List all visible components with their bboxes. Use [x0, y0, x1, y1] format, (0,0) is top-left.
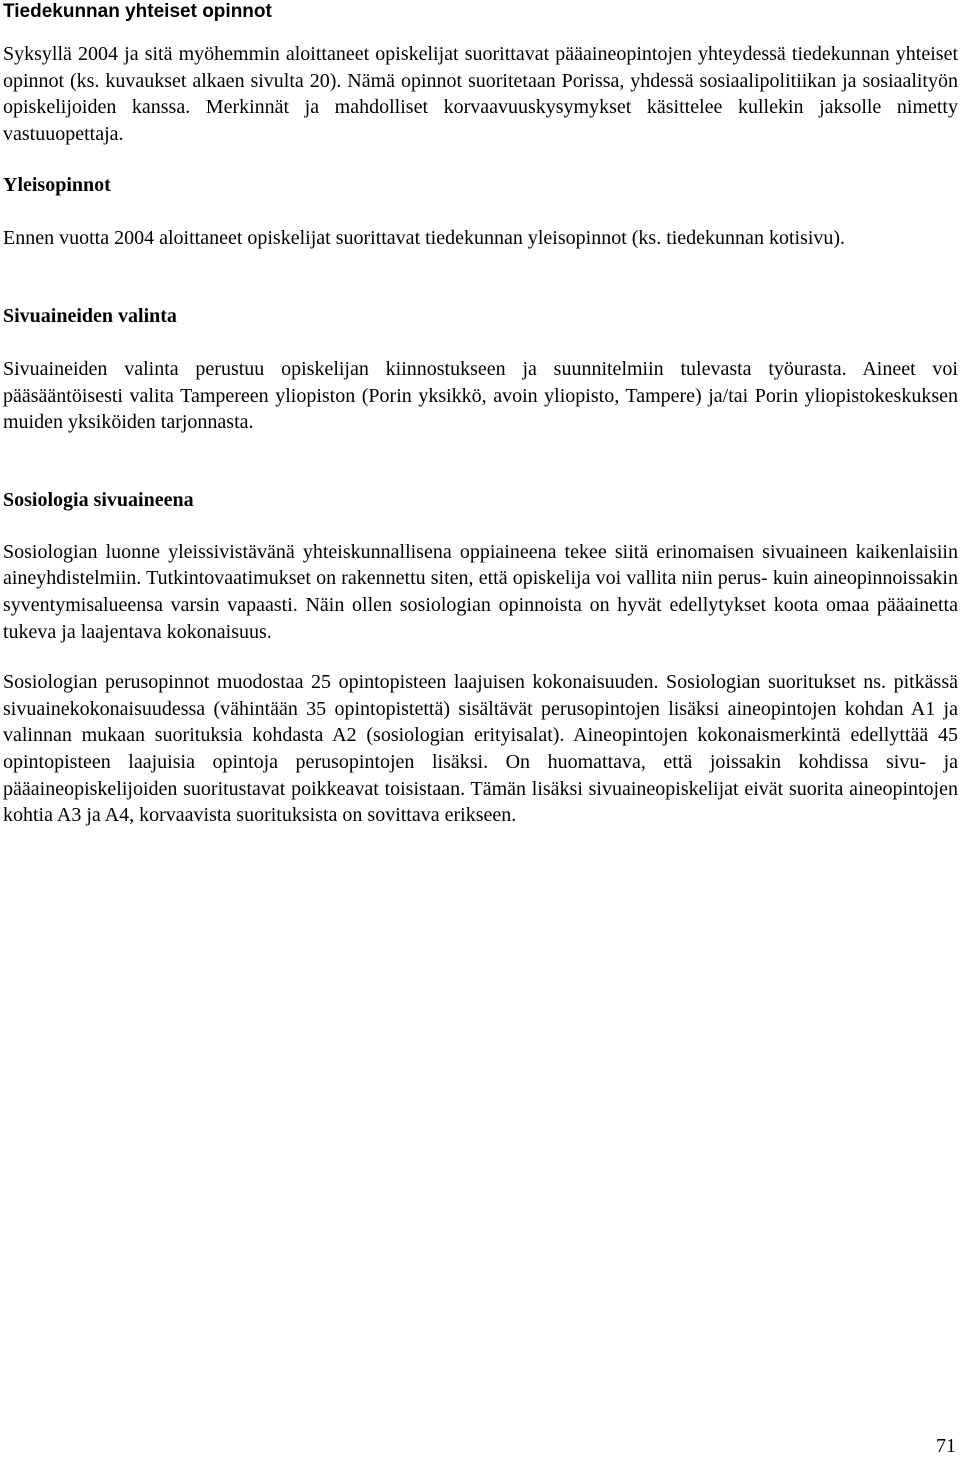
section-heading-sosiologia-sivuaineena: Sosiologia sivuaineena: [3, 488, 194, 511]
paragraph-yleisopinnot: Ennen vuotta 2004 aloittaneet opiskelijat suorittavat tiedekunnan yleisopinnot (ks. tiedekunnan kotisivu).: [3, 227, 846, 250]
section-heading-yhteiset-opinnot: Tiedekunnan yhteiset opinnot: [3, 1, 272, 22]
section-heading-yleisopinnot: Yleisopinnot: [3, 174, 111, 197]
paragraph-sivuaineiden-valinta: Sivuaineiden valinta perustuu opiskelijan kiinnostukseen ja suunnitelmiin tulevasta työurasta. Aineet voi pääsääntöisesti valita Tampereen yliopiston (Porin yksikkö, avoin yliopisto, Tampere) ja/tai Porin yliopistokeskuksen muiden yksiköiden tarjonnasta.: [3, 357, 958, 434]
paragraph-sosiologia-1: Sosiologian luonne yleissivistävänä yhteiskunnallisena oppiaineena tekee siitä erinomaisen sivuaineen kaikenlaisiin aineyhdistelmiin. Tutkintovaatimukset on rakennettu siten, että opiskelija voi vallita niin perus- kuin aineopinnoissakin syventymisalueensa varsin vapaasti. Näin ollen sosiologian opinnoista on hyvät edellytykset koota omaa pääainetta tukeva ja laajentava kokonaisuus.: [3, 540, 958, 643]
document-page: [3, 0, 958, 829]
section-heading-sivuaineiden-valinta: Sivuaineiden valinta: [3, 304, 177, 327]
paragraph-yhteiset-opinnot: Syksyllä 2004 ja sitä myöhemmin aloittaneet opiskelijat suorittavat pääaineopintojen yhteydessä tiedekunnan yhteiset opinnot (ks. kuvaukset alkaen sivulta 20). Nämä opinnot suoritetaan Porissa, yhdessä sosiaalipolitiikan ja sosiaalityön opiskelijoiden kanssa. Merkinnät ja mahdolliset korvaavuuskysymykset käsittelee kullekin jaksolle nimetty vastuuopettaja.: [3, 43, 958, 145]
paragraph-sosiologia-2: Sosiologian perusopinnot muodostaa 25 opintopisteen laajuisen kokonaisuuden. Sosiologian suoritukset ns. pitkässä sivuainekokonaisuudessa (vähintään 35 opintopistettä) sisältävät perusopintojen lisäksi aineopintojen kohdan A1 ja valinnan mukaan suorituksia kohdasta A2 (sosiologian erityisalat). Aineopintojen kokonaismerkintä edellyttää 45 opintopisteen laajuisia opintoja perusopintojen lisäksi. On huomattava, että joissakin kohdissa sivu- ja pääaineopiskelijoiden suoritustavat poikkeavat toisistaan. Tämän lisäksi sivuaineopiskelijat eivät suorita aineopintojen kohtia A3 ja A4, korvaavista suorituksista on sovittava erikseen.: [3, 671, 958, 827]
page-number: 71: [936, 1435, 956, 1457]
